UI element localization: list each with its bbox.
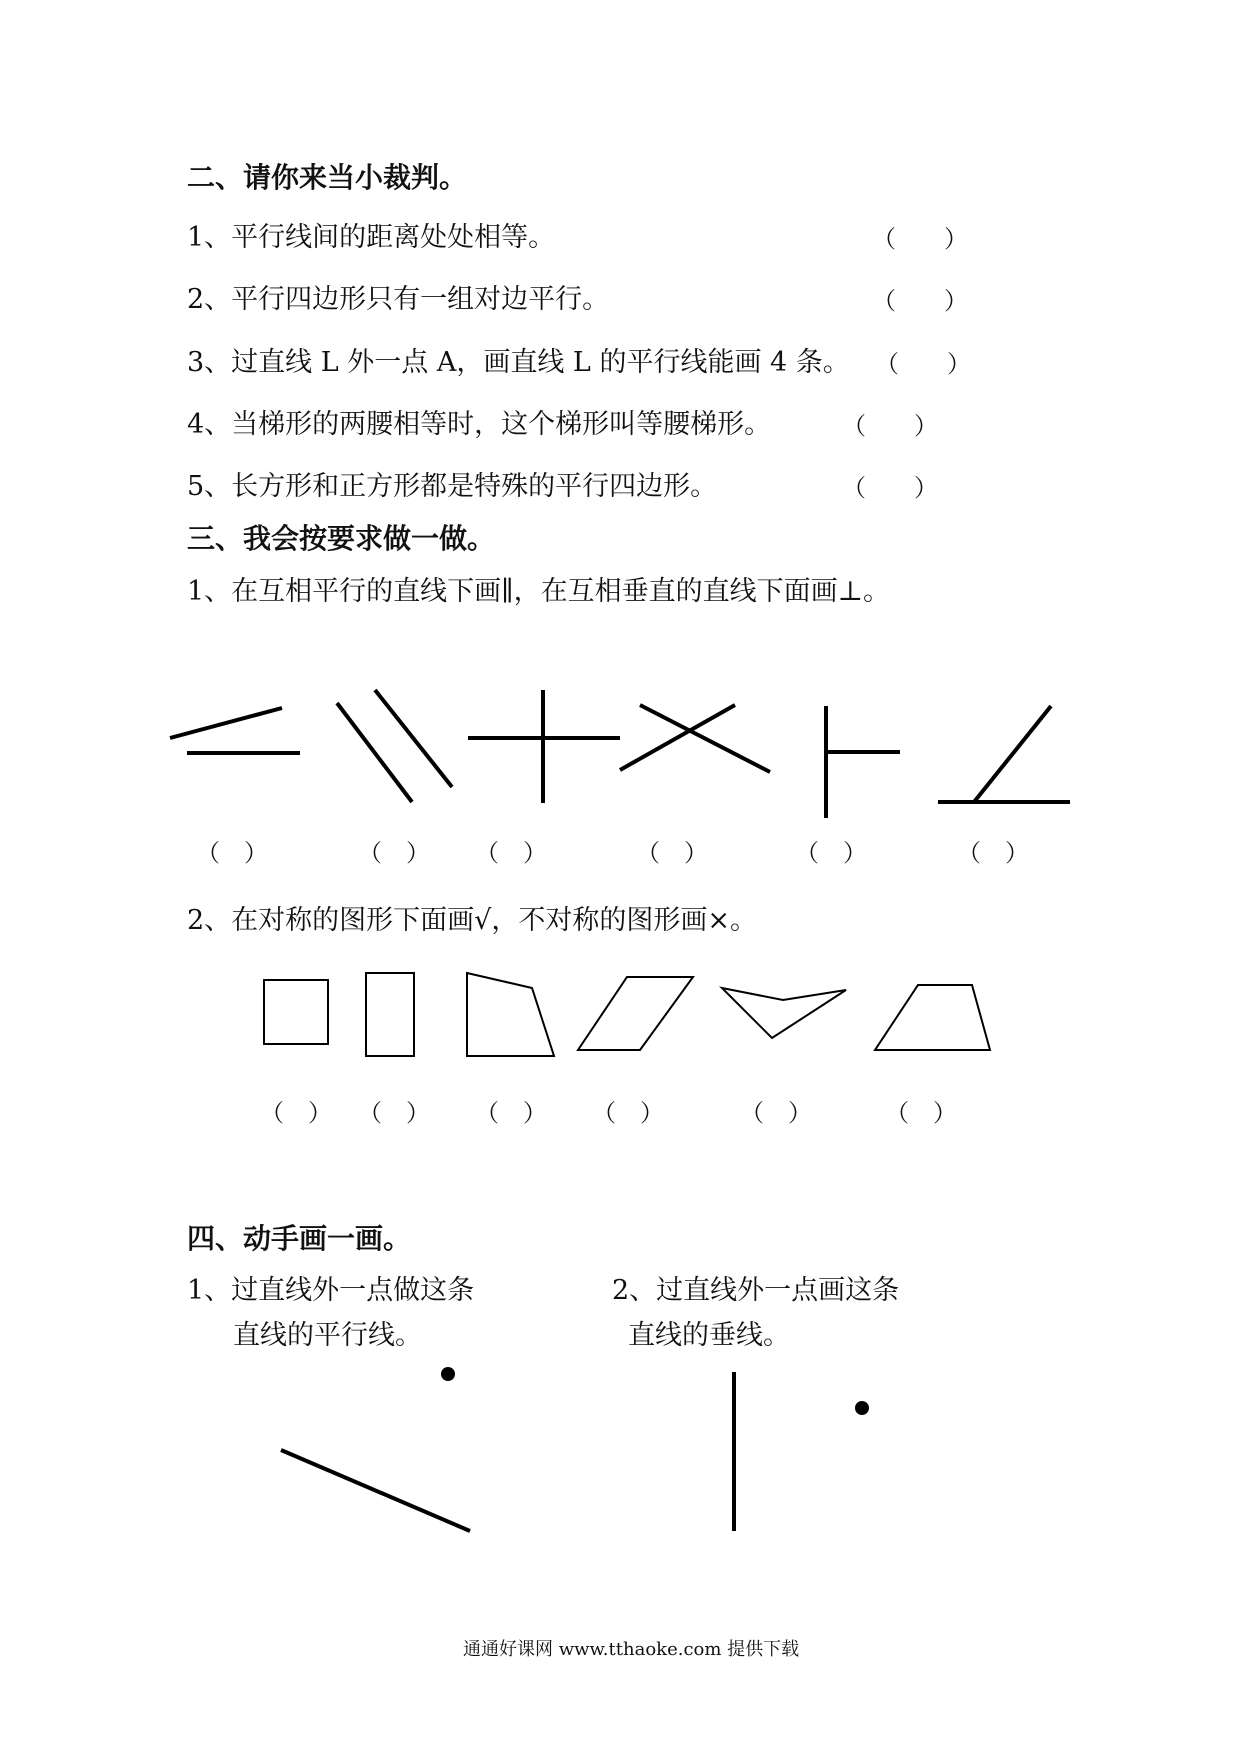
draw-task-1-line1: 1、过直线外一点做这条 xyxy=(187,1275,475,1306)
judge-answer-3[interactable]: （ ） xyxy=(875,350,971,378)
judge-item-1: 1、平行线间的距离处处相等。 xyxy=(187,222,556,253)
lines-answer-4[interactable]: （ ） xyxy=(636,839,708,867)
judge-item-3: 3、过直线 L 外一点 A，画直线 L 的平行线能画 4 条。 xyxy=(187,347,850,378)
task-1-instruction: 1、在互相平行的直线下画∥，在互相垂直的直线下面画⊥。 xyxy=(187,576,891,607)
lines-answer-1[interactable]: （ ） xyxy=(196,839,268,867)
shapes-answer-3[interactable]: （ ） xyxy=(475,1099,547,1127)
judge-answer-5[interactable]: （ ） xyxy=(842,474,938,502)
judge-item-4: 4、当梯形的两腰相等时，这个梯形叫等腰梯形。 xyxy=(187,409,772,440)
point-outside-line-1 xyxy=(441,1367,455,1381)
judge-answer-1[interactable]: （ ） xyxy=(872,225,968,253)
lines-answer-2[interactable]: （ ） xyxy=(358,839,430,867)
section-4-heading: 四、动手画一画。 xyxy=(187,1222,412,1255)
task-2-instruction: 2、在对称的图形下面画√，不对称的图形画×。 xyxy=(187,905,758,936)
lines-answer-6[interactable]: （ ） xyxy=(957,839,1029,867)
judge-answer-2[interactable]: （ ） xyxy=(872,287,968,315)
point-outside-line-2 xyxy=(855,1401,869,1415)
footer-credit: 通通好课网 www.tthaoke.com 提供下载 xyxy=(463,1639,800,1660)
judge-answer-4[interactable]: （ ） xyxy=(842,412,938,440)
lines-answer-5[interactable]: （ ） xyxy=(795,839,867,867)
draw-task-1-line2: 直线的平行线。 xyxy=(233,1320,422,1351)
slanted-given-line xyxy=(281,1450,470,1531)
shapes-answer-2[interactable]: （ ） xyxy=(358,1099,430,1127)
shapes-answer-1[interactable]: （ ） xyxy=(260,1099,332,1127)
lines-answer-3[interactable]: （ ） xyxy=(475,839,547,867)
draw-task-2-line1: 2、过直线外一点画这条 xyxy=(612,1275,900,1306)
section-2-heading: 二、请你来当小裁判。 xyxy=(187,161,468,194)
section-3-heading: 三、我会按要求做一做。 xyxy=(187,522,496,555)
shapes-answer-5[interactable]: （ ） xyxy=(740,1099,812,1127)
shapes-answer-4[interactable]: （ ） xyxy=(592,1099,664,1127)
judge-item-5: 5、长方形和正方形都是特殊的平行四边形。 xyxy=(187,471,718,502)
draw-task-2-line2: 直线的垂线。 xyxy=(628,1320,790,1351)
judge-item-2: 2、平行四边形只有一组对边平行。 xyxy=(187,284,610,315)
shapes-answer-6[interactable]: （ ） xyxy=(885,1099,957,1127)
